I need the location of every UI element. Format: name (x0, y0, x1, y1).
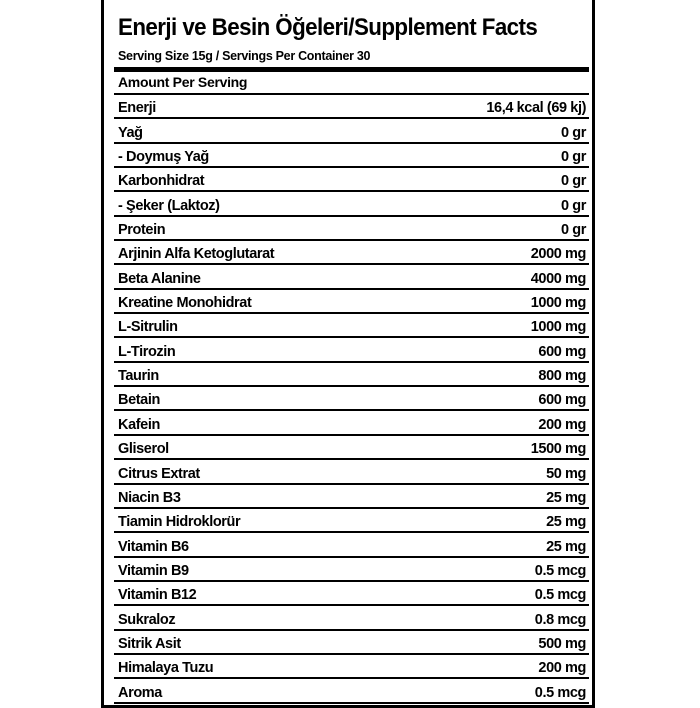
nutrient-name: Sukraloz (118, 611, 176, 628)
nutrient-row (114, 144, 589, 168)
nutrient-name: Yağ (118, 124, 143, 141)
nutrient-value: 0 gr (561, 222, 586, 239)
nutrient-list (114, 95, 589, 704)
nutrient-value: 0.5 mcg (534, 684, 586, 701)
thick-divider (114, 67, 589, 72)
nutrient-name: Niacin B3 (118, 489, 181, 506)
nutrient-name: Vitamin B6 (118, 538, 189, 555)
nutrient-name: Aroma (118, 684, 162, 701)
nutrient-value: 0 gr (561, 149, 586, 166)
nutrient-value: 0 gr (561, 197, 586, 214)
nutrient-name: L-Sitrulin (118, 319, 178, 336)
nutrient-value: 600 mg (538, 343, 586, 360)
nutrient-name: Gliserol (118, 441, 169, 458)
nutrient-value: 1000 mg (530, 319, 586, 336)
nutrient-row (114, 387, 589, 411)
nutrient-value: 2000 mg (530, 246, 586, 263)
nutrient-value: 800 mg (538, 368, 586, 385)
nutrient-value: 25 mg (546, 538, 586, 555)
nutrient-row (114, 436, 589, 460)
nutrient-row (114, 411, 589, 435)
nutrient-row (114, 241, 589, 265)
nutrient-value: 0 gr (561, 173, 586, 190)
nutrient-value: 200 mg (538, 660, 586, 677)
nutrient-row (114, 95, 589, 119)
nutrient-value: 16,4 kcal (69 kj) (486, 100, 586, 117)
nutrient-row (114, 290, 589, 314)
nutrient-name: Karbonhidrat (118, 173, 205, 190)
nutrient-name: Taurin (118, 368, 159, 385)
nutrient-name: Protein (118, 222, 166, 239)
serving-info: Serving Size 15g / Servings Per Container 30 (118, 49, 371, 63)
nutrient-name: Citrus Extrat (118, 465, 200, 482)
nutrient-value: 500 mg (538, 635, 586, 652)
nutrient-row (114, 265, 589, 289)
nutrient-value: 1500 mg (530, 441, 586, 458)
nutrient-value: 600 mg (538, 392, 586, 409)
nutrient-name: Enerji (118, 100, 156, 117)
nutrient-row (114, 655, 589, 679)
nutrient-value: 4000 mg (530, 270, 586, 287)
nutrient-name: Kafein (118, 416, 160, 433)
nutrient-name: Sitrik Asit (118, 635, 181, 652)
nutrient-row (114, 533, 589, 557)
nutrient-row (114, 192, 589, 216)
nutrient-row (114, 119, 589, 143)
nutrient-name: Arjinin Alfa Ketoglutarat (118, 246, 275, 263)
nutrient-value: 0 gr (561, 124, 586, 141)
nutrient-row (114, 168, 589, 192)
nutrient-name: Tiamin Hidroklorür (118, 514, 241, 531)
nutrient-value: 25 mg (546, 489, 586, 506)
nutrient-name: Vitamin B12 (118, 587, 197, 604)
nutrient-name: Himalaya Tuzu (118, 660, 214, 677)
nutrient-row (114, 314, 589, 338)
nutrient-name: Betain (118, 392, 160, 409)
nutrient-name: Vitamin B9 (118, 562, 189, 579)
nutrient-value: 50 mg (546, 465, 586, 482)
label-title: Enerji ve Besin Öğeleri/Supplement Facts (118, 14, 538, 41)
nutrient-row (114, 631, 589, 655)
nutrient-row (114, 509, 589, 533)
nutrient-value: 25 mg (546, 514, 586, 531)
nutrient-row (114, 217, 589, 241)
nutrient-name: - Şeker (Laktoz) (118, 197, 220, 214)
nutrient-name: Kreatine Monohidrat (118, 295, 252, 312)
supplement-facts-label (101, 0, 595, 708)
nutrient-row (114, 485, 589, 509)
nutrient-row (114, 363, 589, 387)
nutrient-value: 1000 mg (530, 295, 586, 312)
nutrient-row (114, 582, 589, 606)
nutrient-value: 0.5 mcg (534, 562, 586, 579)
nutrient-row (114, 460, 589, 484)
nutrient-row (114, 606, 589, 630)
nutrient-value: 0.5 mcg (534, 587, 586, 604)
nutrient-row (114, 338, 589, 362)
nutrient-name: - Doymuş Yağ (118, 149, 209, 166)
nutrient-value: 0.8 mcg (534, 611, 586, 628)
nutrient-value: 200 mg (538, 416, 586, 433)
amount-per-serving-header: Amount Per Serving (118, 74, 248, 90)
nutrient-row (114, 558, 589, 582)
nutrient-name: Beta Alanine (118, 270, 201, 287)
nutrient-name: L-Tirozin (118, 343, 176, 360)
